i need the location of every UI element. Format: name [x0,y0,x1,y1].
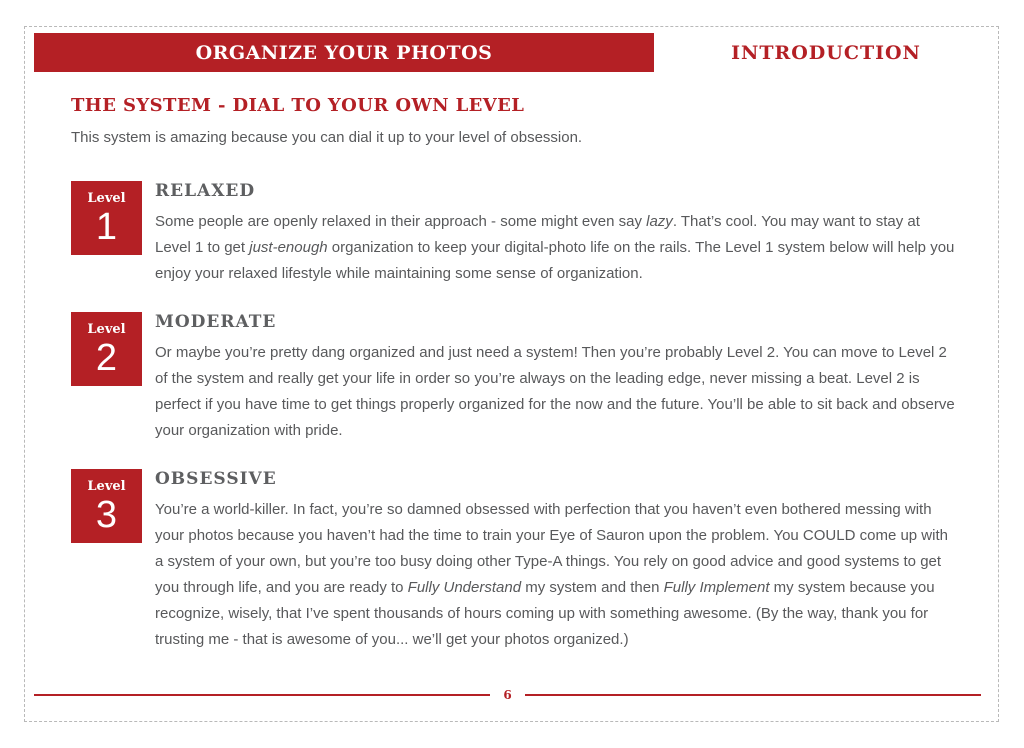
level-1-section [71,181,955,287]
level-3-badge [71,469,142,543]
page-header [34,33,998,72]
level-2-body [155,312,955,444]
badge-label: Level [87,322,126,337]
level-2-title: MODERATE [155,312,277,332]
page-content [71,95,955,653]
badge-number: 3 [95,494,118,536]
level-2-section [71,312,955,444]
page-footer [34,689,981,701]
badge-number: 2 [95,337,118,379]
level-1-badge [71,181,142,255]
chapter-label [654,33,998,72]
level-3-paragraph: You’re a world-killer. In fact, you’re so damned obsessed with perfection that you haven’t even bothered messing with your photos because you haven’t had the time to train your Eye of Sauron upon the problem. You COULD come up with a system of your own, but you’re too busy doing other Type-A things. You rely on good advice and good systems to get you through life, and you are ready to Fully Understand my system and then Fully Implement my system because you recognize, wisely, that I’ve spent thousands of hours coming up with something awesome. (By the way, thank you for trusting me - that is awesome of you... we’ll get your photos organized.) [155,501,948,648]
banner-title: ORGANIZE YOUR PHOTOS [195,41,493,64]
page-dashed-border [24,26,999,722]
badge-number: 1 [95,206,118,248]
level-1-title: RELAXED [155,181,256,201]
banner [34,33,654,72]
level-3-section [71,469,955,653]
page-number: 6 [503,688,512,702]
level-3-title: OBSESSIVE [155,469,277,489]
page-title: THE SYSTEM - DIAL TO YOUR OWN LEVEL [71,95,525,116]
level-2-paragraph: Or maybe you’re pretty dang organized and just need a system! Then you’re probably Level 2. You can move to Level 2 of the system and really get your life in order so you’re always on the leading edge, never missing a beat. Level 2 is perfect if you have time to get things properly organized for the now and the future. You’ll be able to sit back and observe your organization with pride. [155,344,955,439]
level-3-body [155,469,955,653]
level-1-paragraph: Some people are openly relaxed in their approach - some might even say lazy. That’s cool. You may want to stay at Level 1 to get just-enough organization to keep your digital-photo life on the rails. The Level 1 system below will help you enjoy your relaxed lifestyle while maintaining some sense of organization. [155,213,955,282]
badge-label: Level [87,191,126,206]
lead-paragraph: This system is amazing because you can dial it up to your level of obsession. [71,129,583,146]
level-2-badge [71,312,142,386]
level-1-body [155,181,955,287]
badge-label: Level [87,479,126,494]
chapter-label-text: INTRODUCTION [731,41,921,64]
footer-rule-left [34,694,490,696]
footer-rule-right [525,694,981,696]
